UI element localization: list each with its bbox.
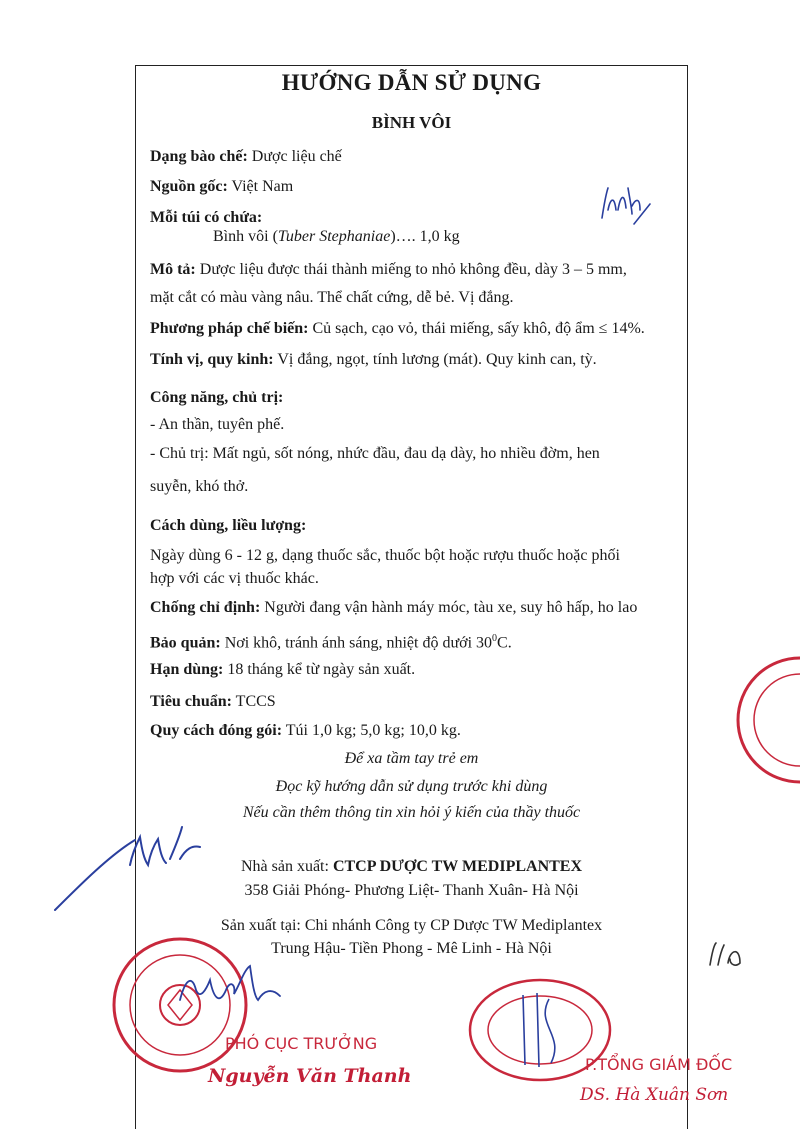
origin: Nguồn gốc: Việt Nam [150, 178, 294, 195]
description-line-1: Mô tả: Dược liệu được thái thành miếng to nhỏ không đều, dày 3 – 5 mm, [150, 261, 627, 278]
indication-2-line-2: suyễn, khó thở. [150, 478, 249, 495]
indications-label: Công năng, chủ trị: [150, 389, 284, 406]
blue-signature-left [40, 815, 240, 915]
dosage-line-2: hợp với các vị thuốc khác. [150, 570, 319, 587]
processing-method: Phương pháp chế biến: Củ sạch, cạo vỏ, thái miếng, sấy khô, độ ẩm ≤ 14%. [150, 320, 645, 337]
production-site-address: Trung Hậu- Tiền Phong - Mê Linh - Hà Nội [271, 940, 552, 957]
manufacturer-address: 358 Giải Phóng- Phương Liệt- Thanh Xuân- Hà Nội [244, 882, 579, 899]
warning-consult-doctor: Nếu cần thêm thông tin xin hỏi ý kiến của thầy thuốc [242, 804, 581, 821]
director-signature [170, 960, 290, 1030]
right-signatory-title: P.TỔNG GIÁM ĐỐC [585, 1055, 733, 1074]
indication-2-line-1: - Chủ trị: Mất ngủ, sốt nóng, nhức đầu, đau dạ dày, ho nhiều đờm, hen [150, 445, 600, 462]
left-signatory-title: PHÓ CỤC TRƯỞNG [225, 1034, 378, 1053]
warning-children: Để xa tầm tay trẻ em [344, 750, 479, 767]
description-line-2: mặt cắt có màu vàng nâu. Thể chất cứng, dễ bẻ. Vị đắng. [150, 289, 514, 306]
ingredient: Bình vôi (Tuber Stephaniae)…. 1,0 kg [213, 228, 460, 245]
dosage-label: Cách dùng, liều lượng: [150, 517, 307, 534]
document-title: HƯỚNG DẪN SỬ DỤNG [281, 70, 542, 95]
handwritten-initials-top [590, 180, 660, 230]
storage: Bảo quản: Nơi khô, tránh ánh sáng, nhiệt độ dưới $30^0C$. [150, 633, 512, 652]
manufacturer: Nhà sản xuất: CTCP DƯỢC TW MEDIPLANTEX [240, 858, 583, 875]
dosage-form: Dạng bào chế: Dược liệu chế [150, 148, 342, 165]
packaging: Quy cách đóng gói: Túi 1,0 kg; 5,0 kg; 10,0 kg. [150, 722, 461, 739]
shelf-life: Hạn dùng: 18 tháng kể từ ngày sản xuất. [150, 661, 416, 678]
contraindications: Chống chỉ định: Người đang vận hành máy móc, tàu xe, suy hô hấp, ho lao [150, 599, 638, 616]
warning-read-instructions: Đọc kỹ hướng dẫn sử dụng trước khi dùng [275, 778, 548, 795]
production-site: Sản xuất tại: Chi nhánh Công ty CP Dược TW Mediplantex [220, 917, 603, 934]
left-signatory-name: Nguyễn Văn Thanh [208, 1065, 412, 1087]
indication-1: - An thần, tuyên phế. [150, 416, 285, 433]
taste-meridian: Tính vị, quy kinh: Vị đắng, ngọt, tính lương (mát). Quy kinh can, tỳ. [150, 351, 597, 368]
product-name: BÌNH VÔI [371, 113, 452, 132]
right-signatory-name: DS. Hà Xuân Sơn [580, 1085, 729, 1105]
edge-stamp [705, 655, 800, 785]
handwritten-mark-right [700, 935, 750, 975]
package-contents-label: Mỗi túi có chứa: [150, 209, 263, 226]
standard: Tiêu chuẩn: TCCS [150, 693, 276, 710]
dosage-line-1: Ngày dùng 6 - 12 g, dạng thuốc sắc, thuốc bột hoặc rượu thuốc hoặc phối [150, 547, 620, 564]
